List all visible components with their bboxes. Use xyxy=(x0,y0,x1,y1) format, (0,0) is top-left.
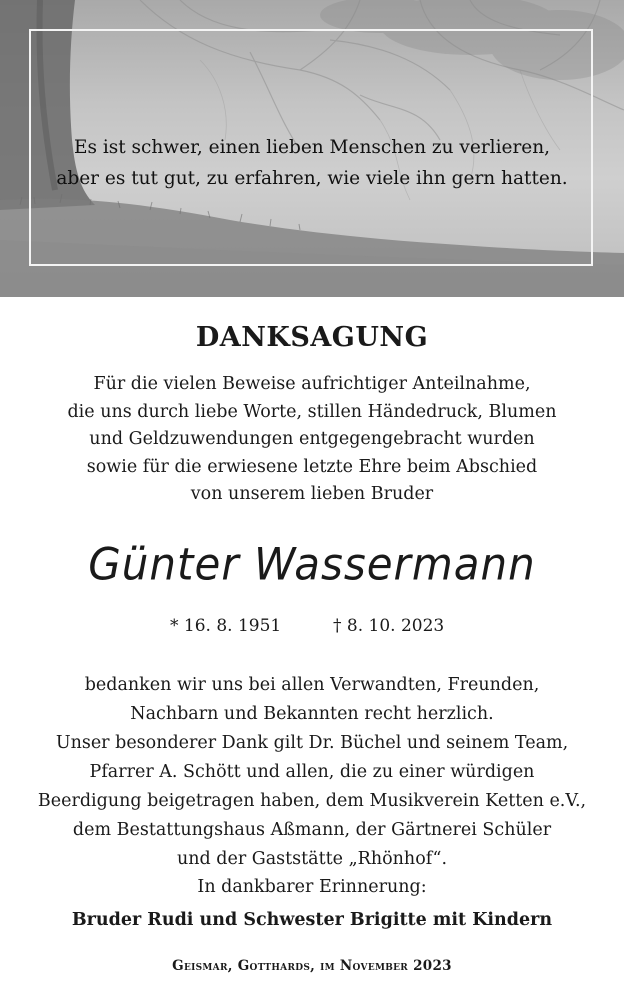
intro-line: und Geldzuwendungen entgegengebracht wurden xyxy=(89,429,535,449)
deceased-name: Günter Wassermann xyxy=(88,538,536,591)
thanks-line: und der Gaststätte „Rhönhof“. xyxy=(176,849,448,869)
thanks-line: bedanken wir uns bei allen Verwandten, Freunden, xyxy=(84,675,540,695)
place-and-date: Geismar, Gotthards, im November 2023 xyxy=(172,958,452,974)
death-date: † 8. 10. 2023 xyxy=(333,616,445,636)
quote-text xyxy=(29,132,595,194)
misty-tree-photo xyxy=(0,0,624,297)
quote-line: aber es tut gut, zu erfahren, wie viele ihn gern hatten. xyxy=(56,168,568,189)
quote-line: Es ist schwer, einen lieben Menschen zu verlieren, xyxy=(73,137,551,158)
thanks-line: Beerdigung beigetragen haben, dem Musikverein Ketten e.V., xyxy=(37,791,587,811)
closing-line: In dankbarer Erinnerung: xyxy=(197,877,427,897)
thanks-line: dem Bestattungshaus Aßmann, der Gärtnerei Schüler xyxy=(72,820,552,840)
intro-line: die uns durch liebe Worte, stillen Händedruck, Blumen xyxy=(67,401,557,422)
thanks-line: Pfarrer A. Schött und allen, die zu einer würdigen xyxy=(89,762,535,782)
intro-line: sowie für die erwiesene letzte Ehre beim Abschied xyxy=(86,456,538,477)
intro-line: von unserem lieben Bruder xyxy=(190,484,434,504)
family-signature: Bruder Rudi und Schwester Brigitte mit Kindern xyxy=(71,910,553,930)
thanks-paragraph xyxy=(0,671,624,874)
birth-date: * 16. 8. 1951 xyxy=(170,616,282,636)
thanks-line: Unser besonderer Dank gilt Dr. Büchel und seinem Team, xyxy=(55,733,569,753)
thanks-line: Nachbarn und Bekannten recht herzlich. xyxy=(130,704,494,724)
intro-line: Für die vielen Beweise aufrichtiger Anteilnahme, xyxy=(93,374,531,394)
intro-paragraph xyxy=(0,371,624,509)
page-title: DANKSAGUNG xyxy=(195,322,429,353)
